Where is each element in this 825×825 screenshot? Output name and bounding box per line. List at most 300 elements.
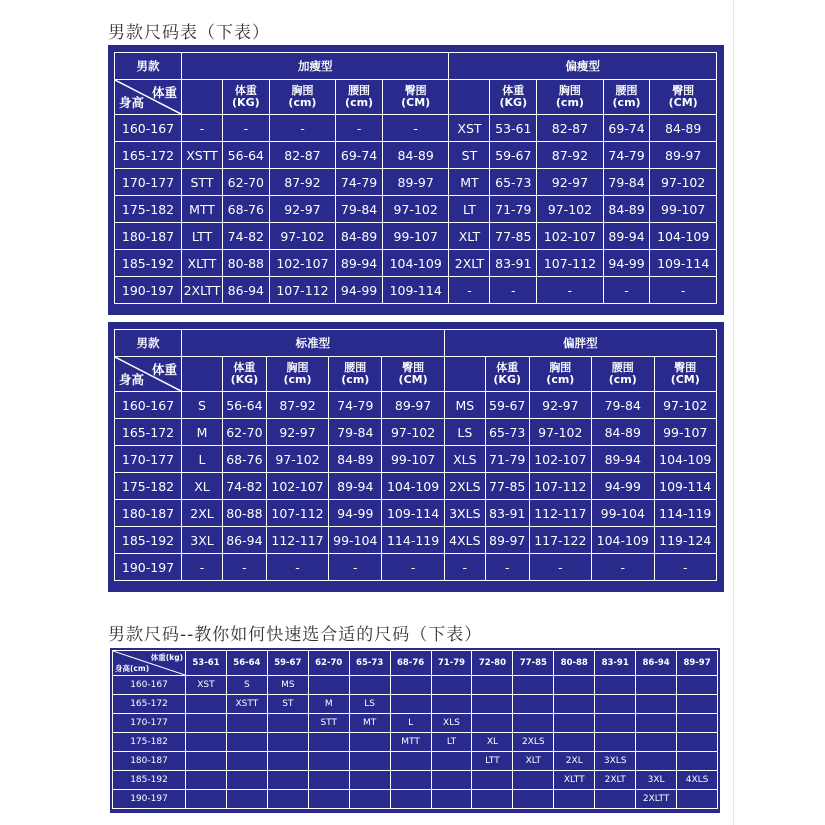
weight-col-header: 体重 (KG) — [490, 80, 537, 115]
value-cell: 82-87 — [537, 115, 604, 142]
height-range-cell: 190-197 — [115, 554, 182, 581]
size-cell — [554, 733, 595, 752]
value-cell: 80-88 — [223, 500, 267, 527]
table-row — [115, 277, 717, 304]
value-cell: - — [266, 554, 328, 581]
size-cell — [431, 676, 472, 695]
size-cell: XST — [186, 676, 227, 695]
value-cell: 62-70 — [223, 169, 270, 196]
value-cell: MS — [444, 392, 485, 419]
value-cell: 71-79 — [485, 446, 529, 473]
size-cell — [513, 771, 554, 790]
height-range-cell: 175-182 — [113, 733, 186, 752]
value-cell: 89-97 — [382, 392, 444, 419]
diag-weight-label: 体重(kg) — [150, 653, 183, 662]
size-cell — [472, 676, 513, 695]
size-cell — [513, 695, 554, 714]
value-cell: 4XLS — [444, 527, 485, 554]
weight-height-corner — [115, 357, 182, 392]
value-cell: 104-109 — [650, 223, 717, 250]
height-range-cell: 170-177 — [115, 446, 182, 473]
size-cell: ST — [267, 695, 308, 714]
value-cell: 86-94 — [223, 277, 270, 304]
table-row — [115, 142, 717, 169]
size-cell — [186, 714, 227, 733]
height-range-cell: 180-187 — [115, 223, 182, 250]
size-cell — [595, 790, 636, 809]
chest-col-header: 胸围 (cm) — [269, 80, 336, 115]
value-cell: 92-97 — [529, 392, 591, 419]
value-cell: 97-102 — [537, 196, 604, 223]
value-cell: 92-97 — [269, 196, 336, 223]
value-cell: 99-107 — [382, 223, 449, 250]
size-table-panel-2 — [108, 322, 724, 592]
value-cell: 104-109 — [654, 446, 717, 473]
value-cell: 2XLS — [444, 473, 485, 500]
size-cell — [226, 714, 267, 733]
size-cell: LS — [349, 695, 390, 714]
weight-range-header: 65-73 — [349, 651, 390, 676]
value-cell: - — [485, 554, 529, 581]
size-cell — [186, 790, 227, 809]
size-cell: 2XLT — [595, 771, 636, 790]
height-range-cell: 190-197 — [113, 790, 186, 809]
size-cell — [390, 771, 431, 790]
value-cell: - — [603, 277, 650, 304]
size-cell: XLS — [431, 714, 472, 733]
table-row — [115, 196, 717, 223]
size-cell — [349, 733, 390, 752]
value-cell: 74-82 — [223, 473, 267, 500]
value-cell: 107-112 — [266, 500, 328, 527]
size-cell — [513, 714, 554, 733]
value-cell: 94-99 — [603, 250, 650, 277]
height-range-cell: 180-187 — [113, 752, 186, 771]
height-range-cell: 180-187 — [115, 500, 182, 527]
table-row — [113, 733, 718, 752]
value-cell: 87-92 — [537, 142, 604, 169]
value-cell: 71-79 — [490, 196, 537, 223]
weight-range-header: 72-80 — [472, 651, 513, 676]
value-cell: - — [654, 554, 717, 581]
value-cell: - — [223, 115, 270, 142]
size-cell: S — [226, 676, 267, 695]
value-cell: 109-114 — [650, 250, 717, 277]
size-cell — [390, 676, 431, 695]
value-cell: XLS — [444, 446, 485, 473]
size-cell — [677, 790, 718, 809]
size-cell: L — [390, 714, 431, 733]
size-col-header — [182, 80, 223, 115]
size-cell — [595, 733, 636, 752]
size-cell — [636, 676, 677, 695]
size-cell — [513, 676, 554, 695]
size-cell: MS — [267, 676, 308, 695]
size-cell — [554, 790, 595, 809]
size-cell — [636, 714, 677, 733]
size-cell: 2XL — [554, 752, 595, 771]
value-cell: 109-114 — [382, 500, 444, 527]
value-cell: 102-107 — [269, 250, 336, 277]
value-cell: L — [182, 446, 223, 473]
table-row — [115, 392, 717, 419]
value-cell: 84-89 — [603, 196, 650, 223]
size-table-1 — [114, 52, 717, 304]
value-cell: 97-102 — [269, 223, 336, 250]
size-cell — [595, 676, 636, 695]
size-cell — [513, 790, 554, 809]
size-cell — [226, 752, 267, 771]
value-cell: 94-99 — [336, 277, 383, 304]
weight-range-header: 56-64 — [226, 651, 267, 676]
value-cell: - — [529, 554, 591, 581]
size-cell: LTT — [472, 752, 513, 771]
value-cell: 74-79 — [336, 169, 383, 196]
height-range-cell: 165-172 — [115, 419, 182, 446]
value-cell: 104-109 — [382, 250, 449, 277]
size-cell — [677, 714, 718, 733]
value-cell: 82-87 — [269, 142, 336, 169]
value-cell: 89-97 — [382, 169, 449, 196]
table-row — [115, 223, 717, 250]
table-row — [113, 790, 718, 809]
value-cell: 59-67 — [485, 392, 529, 419]
size-cell — [186, 695, 227, 714]
size-table-2 — [114, 329, 717, 581]
value-cell: - — [382, 115, 449, 142]
value-cell: - — [336, 115, 383, 142]
diag-height-label: 身高 — [119, 372, 145, 387]
value-cell: 92-97 — [266, 419, 328, 446]
size-cell — [308, 733, 349, 752]
size-cell — [554, 695, 595, 714]
value-cell: 109-114 — [382, 277, 449, 304]
value-cell: 68-76 — [223, 446, 267, 473]
size-cell: XLT — [513, 752, 554, 771]
group-right-label: 偏瘦型 — [449, 53, 717, 80]
value-cell: 99-107 — [650, 196, 717, 223]
height-range-cell: 175-182 — [115, 196, 182, 223]
weight-height-corner — [115, 80, 182, 115]
height-range-cell: 170-177 — [115, 169, 182, 196]
value-cell: 77-85 — [490, 223, 537, 250]
value-cell: 84-89 — [592, 419, 654, 446]
table-row — [113, 695, 718, 714]
value-cell: 3XLS — [444, 500, 485, 527]
table-row — [115, 473, 717, 500]
size-cell — [472, 790, 513, 809]
value-cell: 97-102 — [650, 169, 717, 196]
value-cell: LTT — [182, 223, 223, 250]
value-cell: 107-112 — [529, 473, 591, 500]
size-cell — [267, 771, 308, 790]
size-cell — [226, 733, 267, 752]
size-cell — [186, 752, 227, 771]
table-row — [115, 115, 717, 142]
height-range-cell: 185-192 — [113, 771, 186, 790]
value-cell: 79-84 — [329, 419, 382, 446]
value-cell: 94-99 — [592, 473, 654, 500]
value-cell: - — [182, 115, 223, 142]
waist-col-header: 腰围 (cm) — [592, 357, 654, 392]
value-cell: 83-91 — [490, 250, 537, 277]
value-cell: 68-76 — [223, 196, 270, 223]
size-cell: XSTT — [226, 695, 267, 714]
gender-label: 男款 — [115, 53, 182, 80]
value-cell: 77-85 — [485, 473, 529, 500]
value-cell: 56-64 — [223, 392, 267, 419]
value-cell: 69-74 — [336, 142, 383, 169]
size-cell — [308, 790, 349, 809]
value-cell: 86-94 — [223, 527, 267, 554]
value-cell: 99-107 — [382, 446, 444, 473]
value-cell: XSTT — [182, 142, 223, 169]
weight-range-header: 53-61 — [186, 651, 227, 676]
hip-col-header: 臀围 (CM) — [650, 80, 717, 115]
value-cell: XLT — [449, 223, 490, 250]
height-range-cell: 165-172 — [113, 695, 186, 714]
height-range-cell: 185-192 — [115, 250, 182, 277]
value-cell: 74-79 — [329, 392, 382, 419]
size-cell — [226, 771, 267, 790]
size-cell — [636, 695, 677, 714]
value-cell: - — [182, 554, 223, 581]
size-cell — [472, 695, 513, 714]
height-range-cell: 170-177 — [113, 714, 186, 733]
waist-col-header: 腰围 (cm) — [336, 80, 383, 115]
diag-height-label: 身高(cm) — [115, 664, 150, 673]
value-cell: 74-82 — [223, 223, 270, 250]
size-cell: 3XL — [636, 771, 677, 790]
weight-range-header: 89-97 — [677, 651, 718, 676]
value-cell: 79-84 — [336, 196, 383, 223]
height-range-cell: 160-167 — [115, 115, 182, 142]
value-cell: 2XL — [182, 500, 223, 527]
weight-range-header: 80-88 — [554, 651, 595, 676]
value-cell: 2XLT — [449, 250, 490, 277]
weight-range-header: 83-91 — [595, 651, 636, 676]
value-cell: 69-74 — [603, 115, 650, 142]
size-lookup-panel — [110, 648, 720, 813]
value-cell: 79-84 — [603, 169, 650, 196]
size-cell — [390, 752, 431, 771]
value-cell: 97-102 — [654, 392, 717, 419]
size-cell — [267, 714, 308, 733]
size-cell: STT — [308, 714, 349, 733]
size-lookup-table — [112, 650, 718, 809]
value-cell: 89-94 — [336, 250, 383, 277]
waist-col-header: 腰围 (cm) — [329, 357, 382, 392]
waist-col-header: 腰围 (cm) — [603, 80, 650, 115]
size-cell: 4XLS — [677, 771, 718, 790]
value-cell: 97-102 — [529, 419, 591, 446]
value-cell: 89-94 — [329, 473, 382, 500]
height-range-cell: 165-172 — [115, 142, 182, 169]
size-col-header — [449, 80, 490, 115]
value-cell: 74-79 — [603, 142, 650, 169]
size-cell — [390, 695, 431, 714]
value-cell: - — [537, 277, 604, 304]
value-cell: 62-70 — [223, 419, 267, 446]
value-cell: 97-102 — [382, 419, 444, 446]
size-cell — [472, 714, 513, 733]
value-cell: 109-114 — [654, 473, 717, 500]
value-cell: 80-88 — [223, 250, 270, 277]
weight-range-header: 68-76 — [390, 651, 431, 676]
value-cell: 99-104 — [592, 500, 654, 527]
value-cell: LT — [449, 196, 490, 223]
value-cell: - — [592, 554, 654, 581]
size-cell: LT — [431, 733, 472, 752]
group-left-label: 标准型 — [182, 330, 445, 357]
chest-col-header: 胸围 (cm) — [537, 80, 604, 115]
size-cell — [226, 790, 267, 809]
size-cell: 2XLS — [513, 733, 554, 752]
value-cell: 117-122 — [529, 527, 591, 554]
value-cell: - — [650, 277, 717, 304]
size-cell — [677, 695, 718, 714]
diag-weight-label: 体重 — [151, 362, 177, 377]
value-cell: - — [444, 554, 485, 581]
value-cell: - — [223, 554, 267, 581]
page-edge-line — [733, 0, 734, 825]
size-cell — [308, 676, 349, 695]
value-cell: 59-67 — [490, 142, 537, 169]
chest-col-header: 胸围 (cm) — [529, 357, 591, 392]
size-cell — [349, 771, 390, 790]
value-cell: 53-61 — [490, 115, 537, 142]
value-cell: 2XLTT — [182, 277, 223, 304]
size-cell — [267, 733, 308, 752]
size-cell: MT — [349, 714, 390, 733]
value-cell: 84-89 — [650, 115, 717, 142]
value-cell: 83-91 — [485, 500, 529, 527]
value-cell: 102-107 — [529, 446, 591, 473]
size-cell — [431, 771, 472, 790]
table-row — [113, 771, 718, 790]
group-left-label: 加瘦型 — [182, 53, 449, 80]
value-cell: 89-97 — [650, 142, 717, 169]
weight-col-header: 体重 (KG) — [223, 80, 270, 115]
value-cell: - — [269, 115, 336, 142]
size-cell: M — [308, 695, 349, 714]
hip-col-header: 臀围 (CM) — [654, 357, 717, 392]
table-row — [115, 527, 717, 554]
table-row — [113, 752, 718, 771]
size-cell — [267, 752, 308, 771]
value-cell: 65-73 — [485, 419, 529, 446]
table-row — [115, 554, 717, 581]
value-cell: XL — [182, 473, 223, 500]
size-cell — [308, 752, 349, 771]
size-cell: XLTT — [554, 771, 595, 790]
size-cell — [554, 714, 595, 733]
value-cell: 114-119 — [382, 527, 444, 554]
value-cell: M — [182, 419, 223, 446]
value-cell: - — [329, 554, 382, 581]
size-cell — [554, 676, 595, 695]
value-cell: LS — [444, 419, 485, 446]
weight-col-header: 体重 (KG) — [485, 357, 529, 392]
size-cell — [390, 790, 431, 809]
weight-col-header: 体重 (KG) — [223, 357, 267, 392]
value-cell: 84-89 — [382, 142, 449, 169]
weight-range-header: 71-79 — [431, 651, 472, 676]
value-cell: 89-94 — [592, 446, 654, 473]
size-cell — [677, 676, 718, 695]
table-row — [115, 419, 717, 446]
size-col-header — [182, 357, 223, 392]
value-cell: 56-64 — [223, 142, 270, 169]
value-cell: - — [449, 277, 490, 304]
value-cell: XLTT — [182, 250, 223, 277]
size-table-panel-1 — [108, 45, 724, 315]
size-cell — [186, 771, 227, 790]
height-range-cell: 160-167 — [115, 392, 182, 419]
table-row — [115, 500, 717, 527]
value-cell: 107-112 — [269, 277, 336, 304]
value-cell: 107-112 — [537, 250, 604, 277]
size-cell — [677, 733, 718, 752]
size-cell — [595, 695, 636, 714]
size-cell: 2XLTT — [636, 790, 677, 809]
group-header-row — [115, 330, 717, 357]
value-cell: 89-94 — [603, 223, 650, 250]
size-cell — [308, 771, 349, 790]
value-cell: 84-89 — [329, 446, 382, 473]
value-cell: MT — [449, 169, 490, 196]
value-cell: 94-99 — [329, 500, 382, 527]
value-cell: 92-97 — [537, 169, 604, 196]
size-cell: XL — [472, 733, 513, 752]
size-cell — [349, 752, 390, 771]
value-cell: 104-109 — [592, 527, 654, 554]
table-row — [115, 169, 717, 196]
height-range-cell: 160-167 — [113, 676, 186, 695]
table-row — [115, 446, 717, 473]
value-cell: - — [490, 277, 537, 304]
value-cell: MTT — [182, 196, 223, 223]
size-cell — [595, 714, 636, 733]
diag-weight-label: 体重 — [151, 85, 177, 100]
value-cell: 119-124 — [654, 527, 717, 554]
value-cell: 102-107 — [537, 223, 604, 250]
value-cell: 97-102 — [382, 196, 449, 223]
hip-col-header: 臀围 (CM) — [382, 357, 444, 392]
height-range-cell: 175-182 — [115, 473, 182, 500]
group-header-row — [115, 53, 717, 80]
value-cell: 99-107 — [654, 419, 717, 446]
table-row — [115, 250, 717, 277]
size-cell — [636, 733, 677, 752]
size-cell — [677, 752, 718, 771]
size-cell — [349, 790, 390, 809]
gender-label: 男款 — [115, 330, 182, 357]
column-header-row — [115, 357, 717, 392]
size-cell — [186, 733, 227, 752]
size-cell — [431, 790, 472, 809]
value-cell: STT — [182, 169, 223, 196]
chest-col-header: 胸围 (cm) — [266, 357, 328, 392]
value-cell: S — [182, 392, 223, 419]
size-cell: 3XLS — [595, 752, 636, 771]
weight-header-row — [113, 651, 718, 676]
table1-title: 男款尺码表（下表） — [108, 23, 270, 43]
value-cell: 87-92 — [266, 392, 328, 419]
value-cell: 97-102 — [266, 446, 328, 473]
value-cell: - — [382, 554, 444, 581]
value-cell: 99-104 — [329, 527, 382, 554]
